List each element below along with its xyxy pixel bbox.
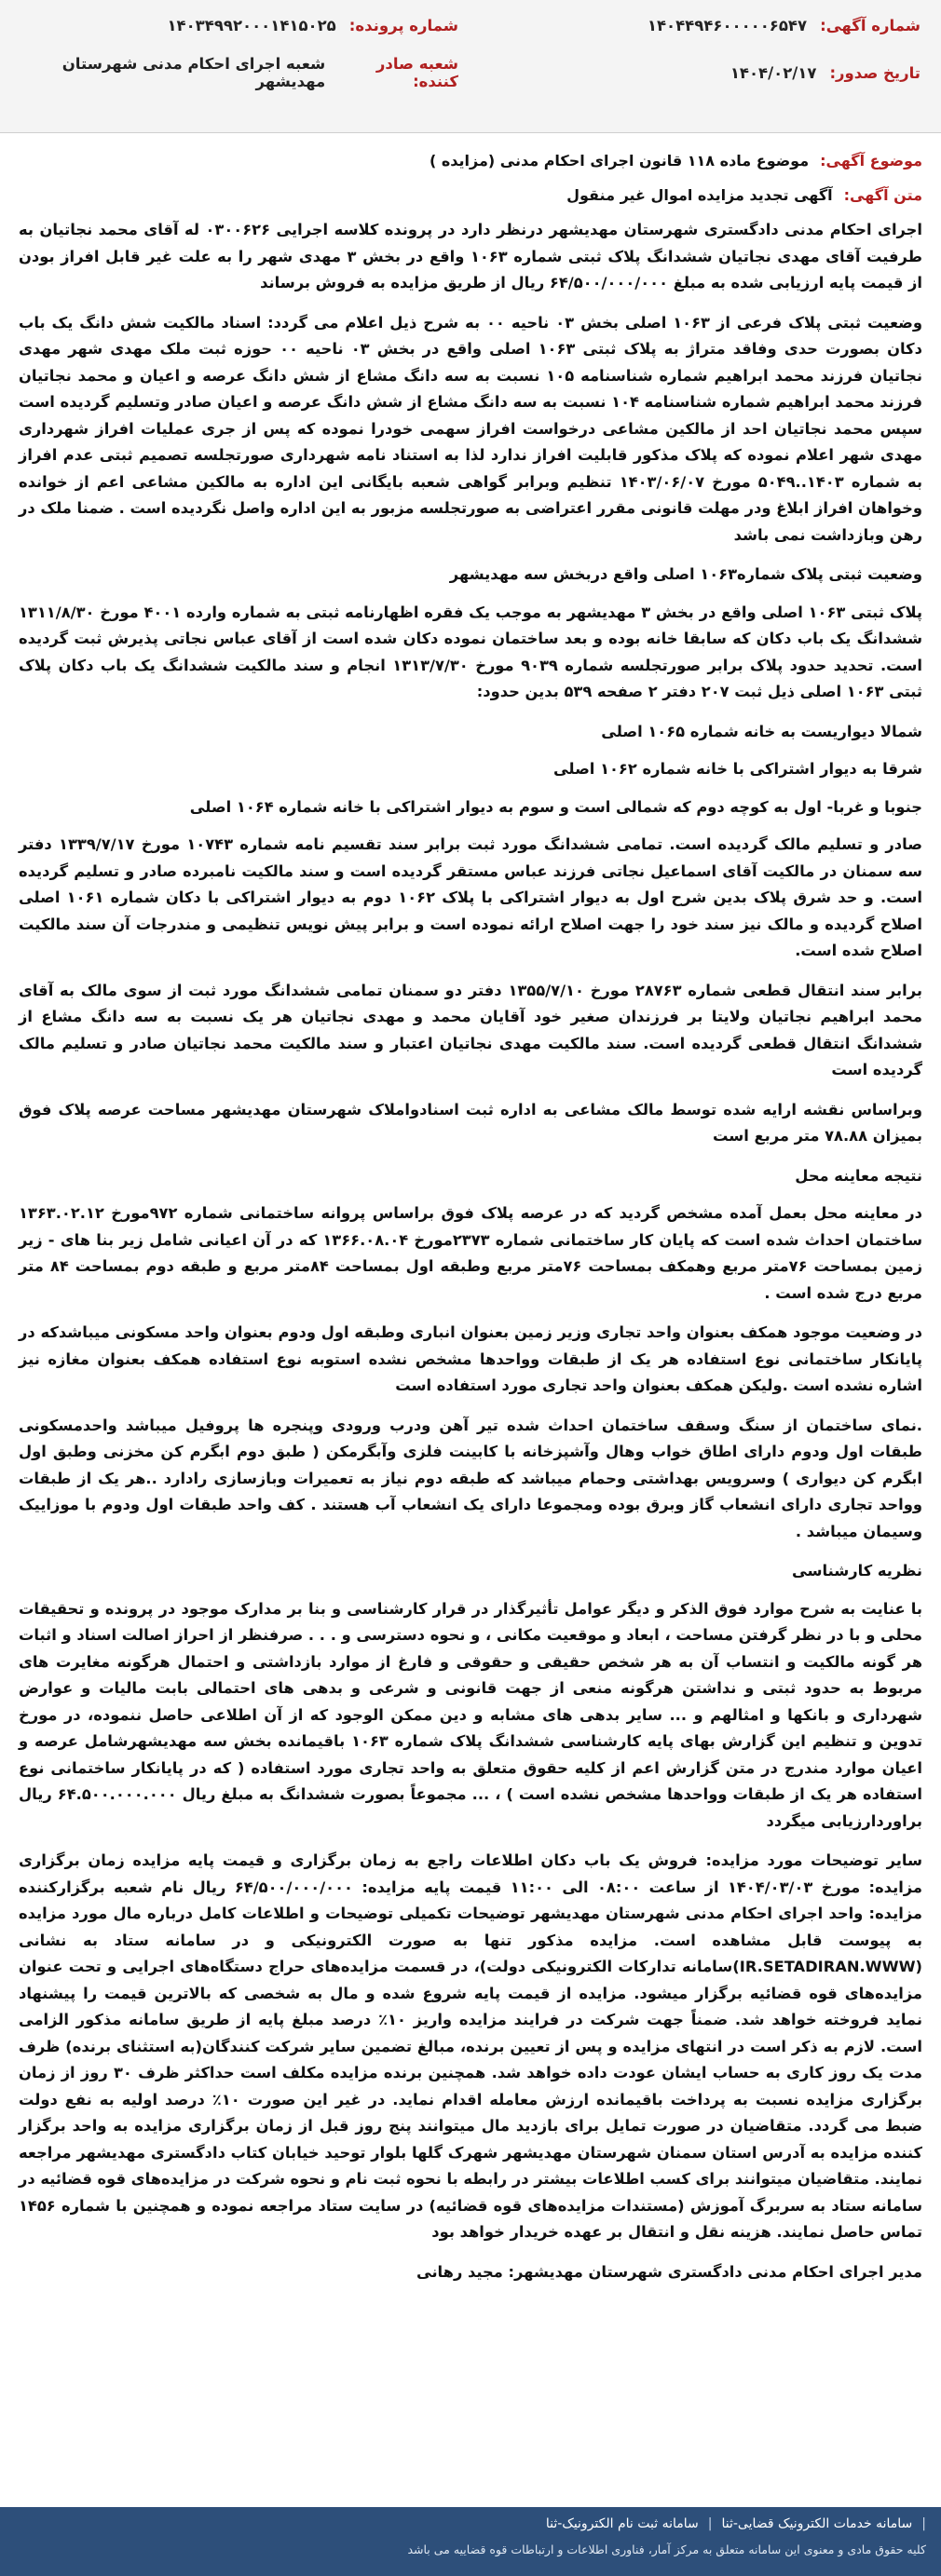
header-row-numbers: [20, 0, 921, 50]
notice-body: [19, 217, 922, 2285]
branch-field: [20, 55, 458, 90]
subject-label: موضوع آگهی:: [820, 152, 922, 169]
paragraph-ownership-transfer: صادر و تسلیم مالک گردیده است. تمامی ششدانگ مورد ثبت برابر سند تقسیم نامه شماره ۱۰۷۴۳ مورخ ۱۳۳۹/۷/۱۷ دفتر سه سمنان در مالکیت آقای اسماعیل نجاتی فرزند عباس مستقر گردیده است و سند مالکیت نامبرده صادر و تسلیم گردیده است. و حد شرق پلاک بدین شرح اول به دیوار اشتراکی با پلاک ۱۰۶۲ دوم به دیوار اشتراکی با دکان شماره ۱۰۶۱ اصلی اصلاح گردیده و مالک نیز سند خود را جهت اصلاح ارائه نموده است و برابر پیش نویس تنظیمی و مندرجات آن سند مالکیت اصلاح شده است.: [19, 835, 922, 959]
issue-date-field: [730, 64, 921, 82]
footer-copyright: کلیه حقوق مادی و معنوی این سامانه متعلق به مرکز آمار، فناوری اطلاعات و ارتباطات قوه قضاییه می باشد: [407, 2542, 926, 2556]
text-title-row: [19, 186, 922, 204]
subject-row: [19, 152, 922, 169]
notice-content: [0, 133, 941, 2285]
ad-number-label: شماره آگهی:: [820, 16, 921, 34]
paragraph-east-boundary: شرقا به دیوار اشتراکی با خانه شماره ۱۰۶۲ اصلی: [552, 760, 922, 778]
paragraph-registry-history: پلاک ثبتی ۱۰۶۳ اصلی واقع در بخش ۳ مهدیشهر به موجب یک فقره اظهارنامه ثبتی به شماره وارده ۴۰۰۱ مورخ ۱۳۱۱/۸/۳۰ ششدانگ یک باب دکان که سابقا خانه بوده و بعد ساختمان نموده دکان شده است از آقای عباس نجاتی پذیرش ثبت گردیده است. تحدید حدود پلاک برابر صورتجلسه شماره ۹۰۳۹ مورخ ۱۳۱۳/۷/۳۰ انجام و سند مالکیت ششدانگ یک باب دکان پلاک ثبتی ۱۰۶۳ اصلی ذیل ثبت ۲۰۷ دفتر ۲ صفحه ۵۳۹ بدین حدود:: [19, 603, 923, 700]
paragraph-intro: اجرای احکام مدنی دادگستری شهرستان مهدیشهر درنظر دارد در پرونده کلاسه اجرایی ۰۳۰۰۶۲۶ له آقای محمد نجاتیان به طرفیت آقای مهدی نجاتیان ششدانگ پلاک ثبتی شماره ۱۰۶۳ واقع در بخش ۳ مهدی شهر را به علت غیر قابل افراز بودن از قیمت پایه ارزیابی شده به مبلغ ۶۴/۵۰۰/۰۰۰/۰۰۰ ریال از طریق مزایده به فروش برساند: [19, 221, 922, 291]
issue-date-value: ۱۴۰۴/۰۲/۱۷: [730, 63, 817, 82]
branch-label: شعبه صادر کننده:: [375, 55, 458, 90]
paragraph-area: وبراساس نقشه ارایه شده توسط مالک مشاعی به اداره ثبت اسنادواملاک شهرستان مهدیشهر مساحت عرصه پلاک فوق بمیزان ۷۸.۸۸ متر مربع است: [19, 1100, 922, 1145]
notice-header: [0, 0, 941, 133]
paragraph-deed-transfer: برابر سند انتقال قطعی شماره ۲۸۷۶۳ مورخ ۱۳۵۵/۷/۱۰ دفتر دو سمنان تمامی ششدانگ مورد ثبت از سوی مالک به آقای محمد ابراهیم نجاتیان ولایتا بر فرزندان صغیر خود آقایان محمد و مهدی نجاتیان هر یک نسبت به سه دانگ مشاع از ششدانگ انتقال قطعی گردیده است. سند مالکیت مهدی نجاتیان اعتبار و سند مالکیت محمد نجاتیان صادر و تسلیم مالک گردیده است: [19, 981, 922, 1078]
site-footer: [0, 2507, 941, 2576]
branch-value: شعبه اجرای احکام مدنی شهرستان مهدیشهر: [61, 55, 326, 90]
paragraph-auction-details: سایر توضیحات مورد مزایده: فروش یک باب دکان اطلاعات راجع به زمان برگزاری و قیمت پایه مزایده زمان برگزاری مزایده: مورخ ۱۴۰۴/۰۳/۰۳ از ساعت ۰۸:۰۰ الی ۱۱:۰۰ قیمت پایه مزایده: ۶۴/۵۰۰/۰۰۰/۰۰۰ ریال نام شعبه برگزارکننده مزایده: واحد اجرای احکام مدنی شهرستان مهدیشهر توضیحات تکمیلی توضیحات و اطلاعات کامل درباره مال مورد مزایده به پیوست قابل مشاهده است. مزایده مذکور تنها به صورت الکترونیکی و در سامانه ستاد به نشانی (IR.SETADIRAN.WWW)سامانه تدارکات الکترونیکی دولت)، در قسمت مزایده‌های حراج دستگاه‌های اجرایی و تحت عنوان مزایده‌های قوه قضائیه برگزار میشود. مزایده از قیمت پایه شروع شده و مال به شخصی که بالاترین قیمت را پیشنهاد نماید فروخته خواهد شد. ضمناً جهت شرکت در فرایند مزایده واریز ۱۰٪ درصد مبلغ پایه از طریق سامانه مذکور الزامی است. لازم به ذکر است در انتهای مزایده و پس از تعیین برنده، مبالغ تضمین سایر شرکت کنندگان(به استثنای برنده) ظرف مدت یک روز کاری به حساب ایشان عودت داده خواهد شد. همچنین برنده مزایده مکلف است حداکثر ظرف ۳۰ روز از زمان برگزاری مزایده نسبت به پرداخت باقیمانده ارزش معامله اقدام نماید. در غیر این صورت ۱۰٪ درصد اولیه به نفع دولت ضبط می گردد. متقاضیان در صورت تمایل برای بازدید مال میتوانند پنج روز قبل از زمان برگزاری مزایده به واحد برگزار کننده مزایده به آدرس استان سمنان شهرستان مهدیشهر شهرک گلها بلوار توحید خیابان کتاب دادگستری مهدیشهر مراجعه نمایند. متقاضیان میتوانند برای کسب اطلاعات بیشتر در رابطه با نحوه ثبت نام و نحوه شرکت در مزایده‌های قوه قضائیه در سامانه ستاد به سربرگ آموزش (مستندات مزایده‌های قوه قضائیه) در سایت ستاد مراجعه نموده و همچنین با شماره ۱۴۵۶ تماس حاصل نمایند. هزینه نقل و انتقال بر عهده خریدار خواهد بود: [19, 1851, 923, 2241]
case-number-label: شماره پرونده:: [348, 16, 458, 34]
footer-link-registration[interactable]: سامانه ثبت نام الکترونیک-ثنا: [545, 2516, 699, 2531]
paragraph-building-facade: .نمای ساختمان از سنگ وسقف ساختمان احداث شده تیر آهن ودرب ورودی وپنجره ها پروفیل میباشد واحدمسکونی طبقات اول ودوم دارای اطاق خواب وهال وآشپزخانه با کابینت فلزی وآبگرمکن ( طبق دوم ابگرم کن مخزنی وطبق اول ابگرم کن دیواری ) وسرویس بهداشتی وحمام میباشد که طبقه دوم نیاز به تعمیرات وبازسازی رادارد ..هر یک از طبقات وواحد تجاری دارای انشعاب گاز وبرق بوده ومجموعا دارای یک انشعاب آب هستند . کف واحد طبقات اول ودوم با موزاییک وسیمان میباشد .: [19, 1416, 922, 1540]
header-row-date-branch: [20, 50, 921, 95]
ad-number-value: ۱۴۰۴۴۹۴۶۰۰۰۰۰۶۵۴۷: [647, 16, 808, 34]
case-number-value: ۱۴۰۳۴۹۹۲۰۰۰۱۴۱۵۰۲۵: [167, 16, 336, 34]
paragraph-inspection: در معاینه محل بعمل آمده مشخص گردید که در عرصه پلاک فوق براساس پروانه ساختمانی شماره ۹۷۲مورخ ۱۳۶۳.۰۲.۱۲ ساختمان احداث شده است که پایان کار ساختمانی شماره ۲۳۷۳مورخ ۱۳۶۶.۰۸.۰۴ که در آن اعیانی شامل زیر بنا های - زیر زمین بمساحت ۷۶متر مربع وهمکف بمساحت ۷۶متر مربع وطبقه اول بمساحت ۸۴متر مربع و طبقه دوم بمساحت ۸۴ متر مربع درج شده است .: [19, 1204, 922, 1302]
paragraph-current-status: در وضعیت موجود همکف بعنوان واحد تجاری وزیر زمین بعنوان انباری وطبقه اول ودوم بعنوان واحد مسکونی میباشدکه در پایانکار ساختمانی نوع استفاده هر یک از طبقات وواحدها مشخص نشده استوبه نوع استفاده همکف بعنوان مغازه نیز اشاره نشده است .ولیکن همکف بعنوان واحد تجاری مورد استفاده است: [19, 1323, 922, 1394]
footer-separator-icon: |: [707, 2516, 713, 2531]
paragraph-expert-heading: نظریه کارشناسی: [792, 1562, 922, 1579]
paragraph-expert-opinion: با عنایت به شرح موارد فوق الذکر و دیگر عوامل تأثیرگذار در قرار کارشناسی و بنا بر مدارک موجود در پرونده و تحقیقات محلی و با در نظر گرفتن مساحت ، ابعاد و موقعیت مکانی ، و نحوه دسترسی و . . . صرفنظر از احراز اصالت اسناد و اثبات هر گونه مالکیت و انتساب آن به هر شخص حقیقی و حقوقی و فارغ از موارد بازداشتی و احتمال هرگونه مغایرت های مربوط به حدود ثبتی و نداشتن هرگونه منعی از جهت قانونی و شرعی و بدهی های احتمالی بابت مالیات و عوارض شهرداری و بانکها و امثالهم و ... سایر بدهی های مشابه و دین ممکن الوجود که از آن اطلاعی حاصل ننموده، در مورخ تدوین و تنظیم این گزارش بهای پایه کارشناسی ششدانگ پلاک شماره ۱۰۶۳ باقیمانده بخش سه مهدیشهرشامل عرصه و اعیان موارد مندرج در متن گزارش اعم از کلیه حقوق متعلق به واحد تجاری مورد استفاده ( که در پایانکار ساختمانی نوع استفاده هر یک از طبقات وواحدها مشخص نشده است ) ، ... مجموعاً بصورت ششدانگ به مبلغ ریال ۶۴.۵۰۰.۰۰۰.۰۰۰ ریال براوردارزیابی میگردد: [19, 1599, 922, 1830]
footer-links: [0, 2516, 926, 2531]
text-title: آگهی تجدید مزایده اموال غیر منقول: [566, 186, 833, 204]
paragraph-registry-heading: وضعیت ثبتی پلاک شماره۱۰۶۳ اصلی واقع دربخش سه مهدیشهر: [449, 565, 922, 583]
footer-link-sana[interactable]: سامانه خدمات الکترونیک قضایی-ثنا: [721, 2516, 913, 2531]
paragraph-registry-status: وضعیت ثبتی پلاک فرعی از ۱۰۶۳ اصلی بخش ۰۳ ناحیه ۰۰ به شرح ذیل اعلام می گردد: اسناد مالکیت شش دانگ یک باب دکان بصورت حدی وفاقد متراژ به پلاک ثبتی ۱۰۶۳ اصلی واقع در بخش ۰۳ ناحیه ۰۰ حوزه ثبت ملک مهدی شهر مهدی نجاتیان فرزند محمد ابراهیم شماره شناسنامه ۱۰۵ نسبت به سه دانگ مشاع از شش دانگ عرصه و اعیان و محمد نجاتیان فرزند محمد ابراهیم شماره شناسنامه ۱۰۴ نسبت به سه دانگ مشاع از شش دانگ عرصه و اعیان صادر وتسلیم گردیده است سپس محمد نجاتیان احد از مالکین مشاعی درخواست افراز سهمی خودرا نموده که پس از جری عملیات افراز شهرداری مهدی شهر اعلام نموده که پلاک مذکور قابلیت افراز ندارد لذا به استناد نامه شهرداری صورتجلسه تصمیم ثبتی عدم افراز به شماره ۱۴۰۳..۵۰۴۹ مورخ ۱۴۰۳/۰۶/۰۷ تنظیم وبرابر گواهی شعبه بایگانی این اداره به مالکین مشاعی اعم از خوانده وخواهان افراز ابلاغ ودر مهلت قانونی مقرر اعتراضی به صورتجلسه مزبور به این اداره واصل نگردیده است . ضمنا ملک در رهن وبازداشت نمی باشد: [19, 313, 922, 544]
text-label: متن آگهی:: [843, 186, 922, 204]
paragraph-south-west-boundary: جنوبا و غربا- اول به کوچه دوم که شمالی است و سوم به دیوار اشتراکی با خانه شماره ۱۰۶۴ اصلی: [189, 797, 922, 816]
ad-number-field: [648, 17, 921, 34]
paragraph-north-boundary: شمالا دیواریست به خانه شماره ۱۰۶۵ اصلی: [601, 722, 922, 740]
issue-date-label: تاریخ صدور:: [829, 63, 921, 82]
paragraph-signature: مدیر اجرای احکام مدنی دادگستری شهرستان مهدیشهر: مجید رهانی: [416, 2262, 922, 2281]
footer-separator-icon: |: [921, 2516, 926, 2531]
paragraph-inspection-heading: نتیجه معاینه محل: [795, 1166, 922, 1185]
subject-value: موضوع ماده ۱۱۸ قانون اجرای احکام مدنی (مزایده ): [429, 152, 810, 169]
case-number-field: [20, 17, 458, 34]
